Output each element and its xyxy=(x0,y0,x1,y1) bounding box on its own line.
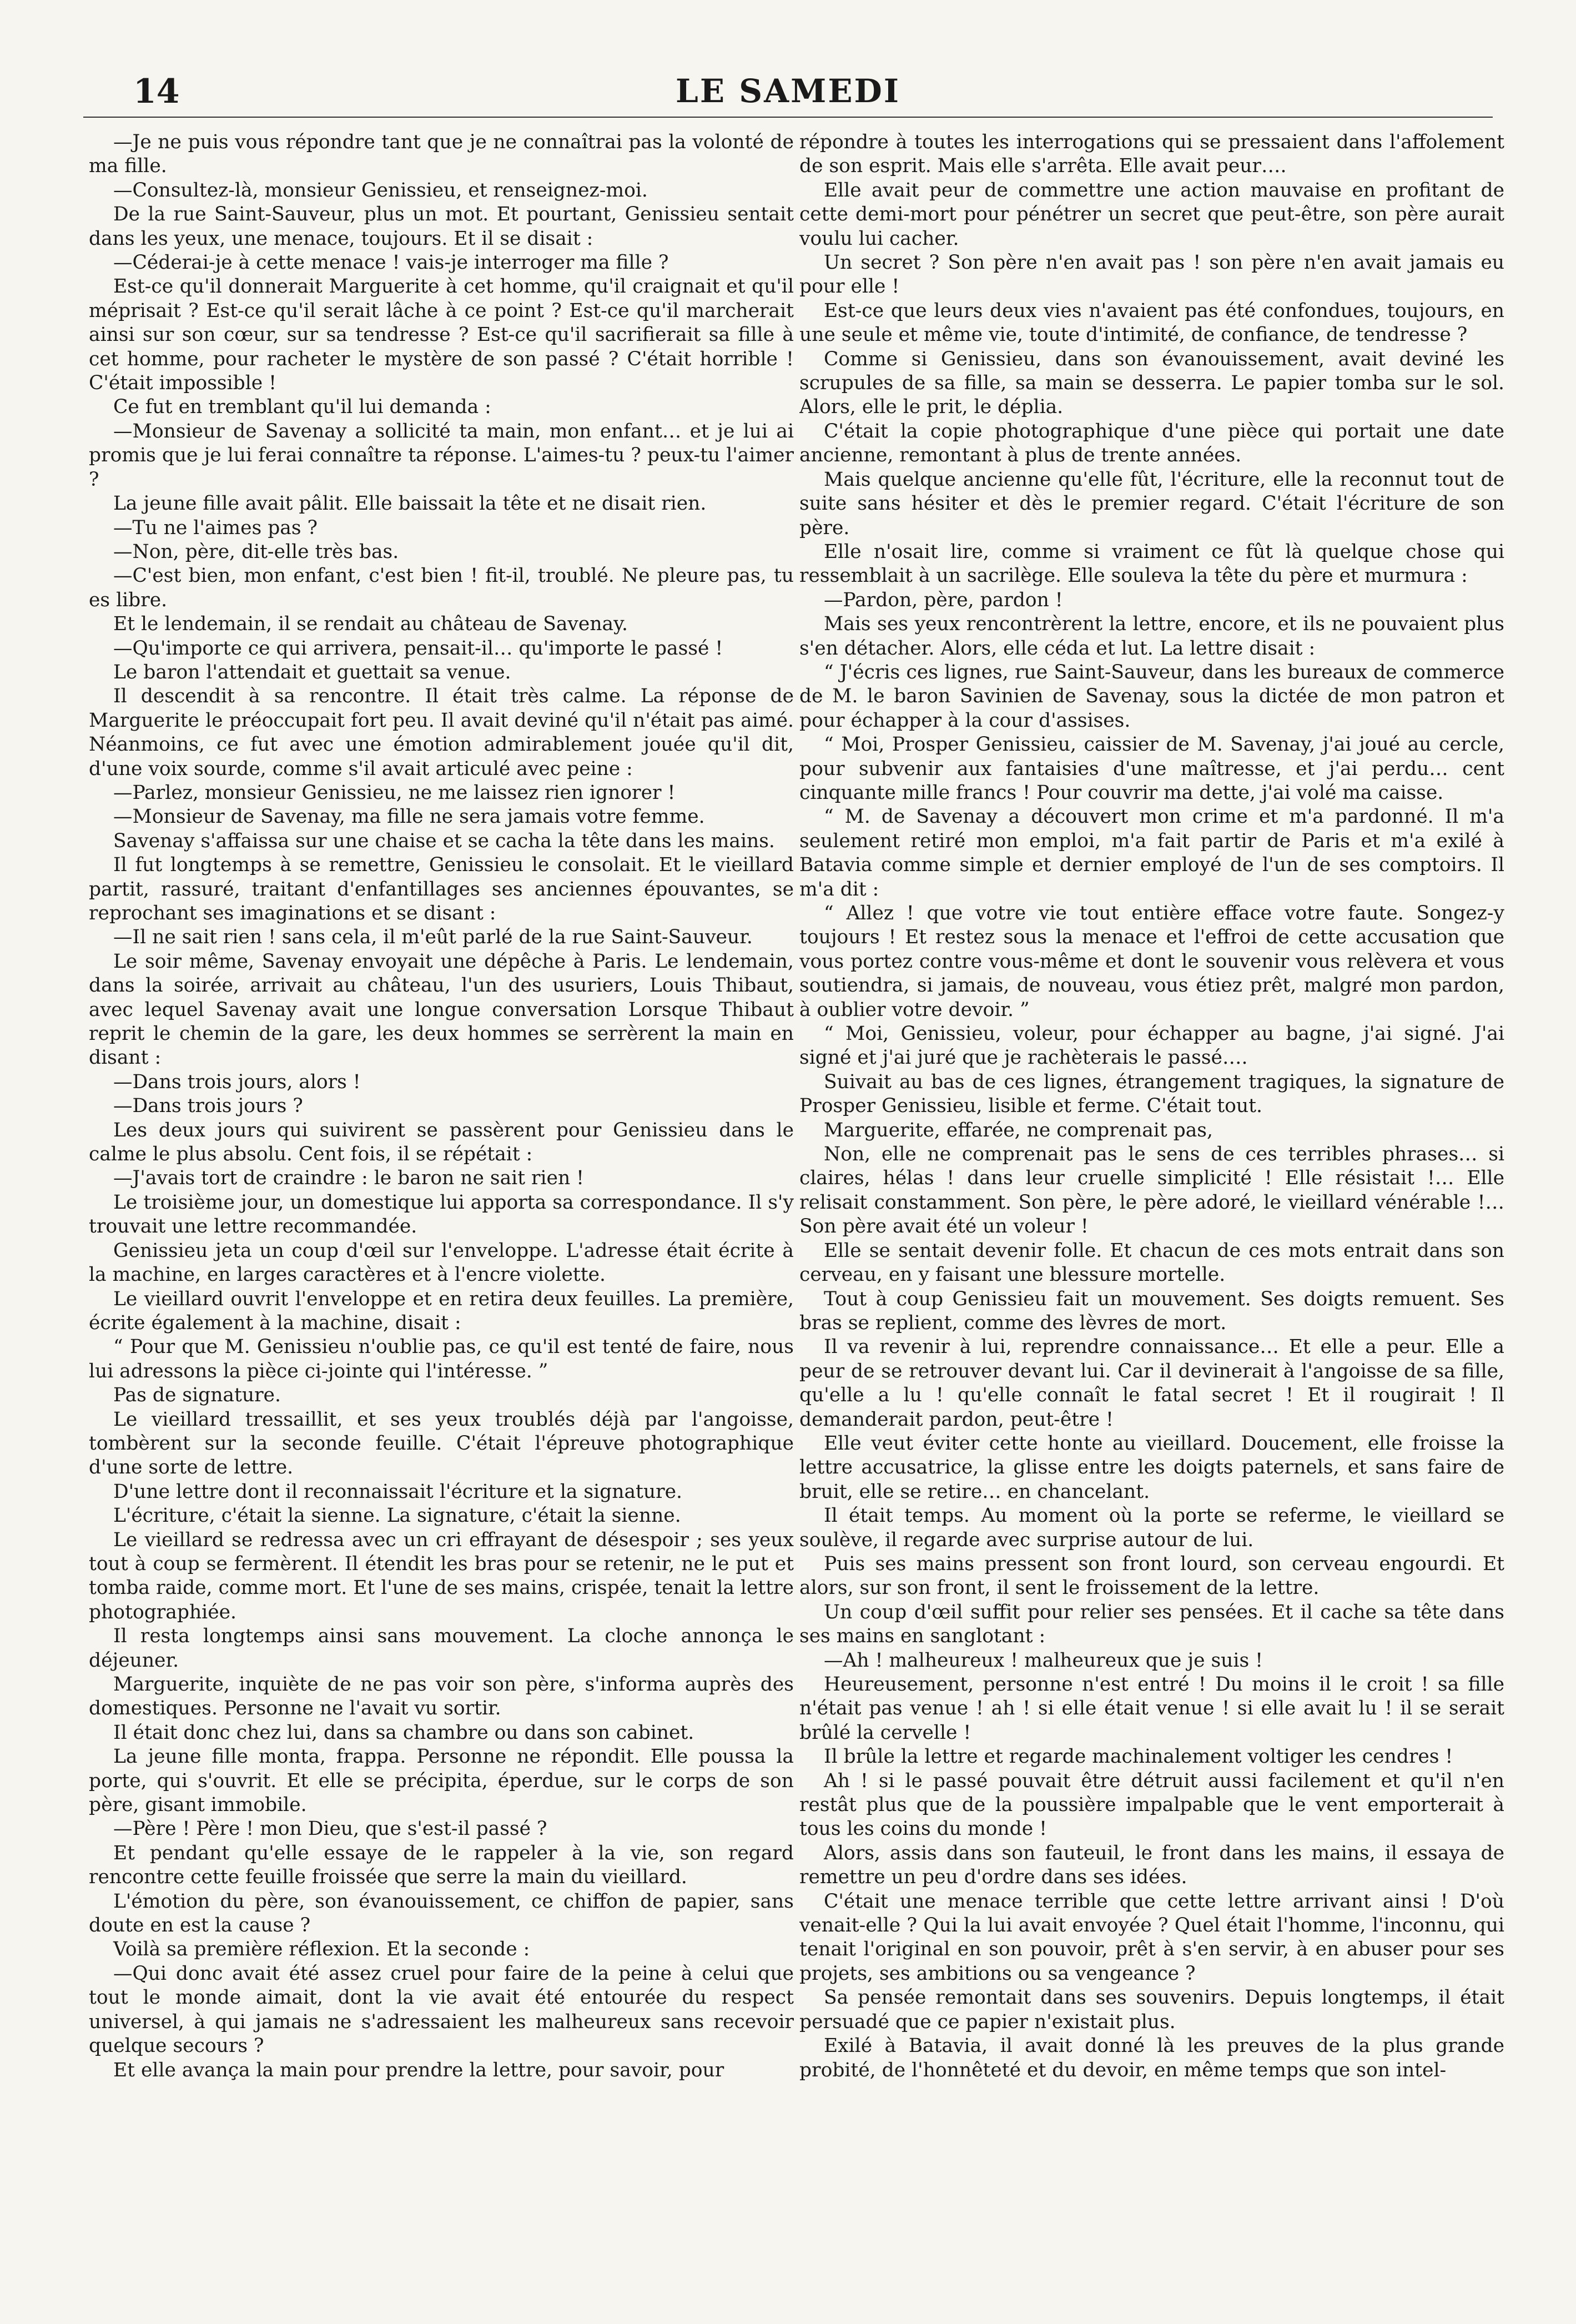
paragraph: —Pardon, père, pardon ! xyxy=(824,588,1063,611)
paragraph: —Tu ne l'aimes pas ? xyxy=(113,516,318,539)
paragraph: —J'avais tort de craindre : le baron ne sait rien ! xyxy=(113,1167,585,1190)
paragraph: Le soir même, Savenay envoyait une dépêche à Paris. Le lendemain, dans la soirée, arrivait au château, l'un des usuriers, Louis Thibaut, avec lequel Savenay avait une longue conversation Lorsque Thibaut reprit le chemin de la gare, les deux hommes se serrèrent la main en disant : xyxy=(89,950,794,1069)
paragraph: Et le lendemain, il se rendait au château de Savenay. xyxy=(113,613,628,636)
paragraph: —Père ! Père ! mon Dieu, que s'est-il passé ? xyxy=(113,1818,547,1840)
paragraph: L'écriture, c'était la sienne. La signature, c'était la sienne. xyxy=(113,1505,681,1527)
paragraph: Elle se sentait devenir folle. Et chacun de ces mots entrait dans son cerveau, en y faisant une blessure mortelle. xyxy=(799,1239,1504,1286)
paragraph: Ce fut en tremblant qu'il lui demanda : xyxy=(113,396,491,419)
paragraph: Mais ses yeux rencontrèrent la lettre, encore, et ils ne pouvaient plus s'en détacher. Alors, elle céda et lut. La lettre disait : xyxy=(799,613,1504,660)
paragraph: Il brûle la lettre et regarde machinalement voltiger les cendres ! xyxy=(824,1745,1453,1768)
paragraph: —Qu'importe ce qui arrivera, pensait-il… qu'importe le passé ! xyxy=(113,637,723,660)
text-column-right xyxy=(799,130,1504,2262)
paragraph: Il descendit à sa rencontre. Il était très calme. La réponse de Marguerite le préoccupait fort peu. Il avait deviné qu'il n'était pas aimé. Néanmoins, ce fut avec une émotion admirablement jouée qu'il dit, d'une voix sourde, comme s'il avait articulé avec peine : xyxy=(89,685,794,780)
paragraph: Voilà sa première réflexion. Et la seconde : xyxy=(113,1938,530,1961)
paragraph: Le vieillard se redressa avec un cri effrayant de désespoir ; ses yeux tout à coup se fermèrent. Il étendit les bras pour se retenir, ne le put et tomba raide, comme mort. Et l'une de ses mains, crispée, tenait la lettre photographiée. xyxy=(89,1528,794,1623)
paragraph: Il était donc chez lui, dans sa chambre ou dans son cabinet. xyxy=(113,1721,694,1744)
paragraph: Il resta longtemps ainsi sans mouvement. La cloche annonça le déjeuner. xyxy=(89,1625,794,1672)
paragraph: Elle veut éviter cette honte au vieillard. Doucement, elle froisse la lettre accusatrice, la glisse entre les doigts paternels, et sans faire de bruit, elle se retire… en chancelant. xyxy=(799,1432,1504,1503)
paragraph: Est-ce qu'il donnerait Marguerite à cet homme, qu'il craignait et qu'il méprisait ? Est-ce qu'il serait lâche à ce point ? Est-ce qu'il marcherait ainsi sur son cœur, sur sa tendresse ? Est-ce qu'il sacrifierait sa fille à cet homme, pour racheter le mystère de son passé ? C'était horrible ! C'était impossible ! xyxy=(89,275,794,395)
paragraph: Un secret ? Son père n'en avait pas ! son père n'en avait jamais eu pour elle ! xyxy=(799,251,1504,298)
paragraph: Est-ce que leurs deux vies n'avaient pas été confondues, toujours, en une seule et même vie, toute d'intimité, de confiance, de tendresse ? xyxy=(799,299,1504,346)
paragraph: —Dans trois jours, alors ! xyxy=(113,1070,361,1093)
paragraph: Elle avait peur de commettre une action mauvaise en profitant de cette demi-mort pour pénétrer un secret que peut-être, son père aurait voulu lui cacher. xyxy=(799,179,1504,250)
paragraph: L'émotion du père, son évanouissement, ce chiffon de papier, sans doute en est la cause ? xyxy=(89,1890,794,1937)
paragraph: —Parlez, monsieur Genissieu, ne me laissez rien ignorer ! xyxy=(113,781,676,804)
paragraph: Comme si Genissieu, dans son évanouissement, avait deviné les scrupules de sa fille, sa main se desserra. Le papier tomba sur le sol. Alors, elle le prit, le déplia. xyxy=(799,348,1504,419)
paragraph: —Non, père, dit-elle très bas. xyxy=(113,540,399,563)
page-header xyxy=(83,67,1493,118)
paragraph: Les deux jours qui suivirent se passèrent pour Genissieu dans le calme le plus absolu. Cent fois, il se répétait : xyxy=(89,1119,794,1166)
paragraph: La jeune fille avait pâlit. Elle baissait la tête et ne disait rien. xyxy=(113,492,707,515)
paragraph: —Monsieur de Savenay a sollicité ta main, mon enfant… et je lui ai promis que je lui ferai connaître ta réponse. L'aimes-tu ? peux-tu l'aimer ? xyxy=(89,420,794,491)
paragraph: —Dans trois jours ? xyxy=(113,1095,303,1118)
paragraph: —Je ne puis vous répondre tant que je ne connaîtrai pas la volonté de ma fille. xyxy=(89,131,794,178)
paragraph: Non, elle ne comprenait pas le sens de ces terribles phrases… si claires, hélas ! dans leur cruelle simplicité ! Elle résistait !… Elle relisait constamment. Son père, le père adoré, le vieillard vénérable !… Son père avait été un voleur ! xyxy=(799,1143,1504,1238)
paragraph: —C'est bien, mon enfant, c'est bien ! fit-il, troublé. Ne pleure pas, tu es libre. xyxy=(89,565,794,611)
paragraph: Le troisième jour, un domestique lui apporta sa correspondance. Il s'y trouvait une lettre recommandée. xyxy=(89,1191,794,1238)
paragraph: Puis ses mains pressent son front lourd, son cerveau engourdi. Et alors, sur son front, il sent le froissement de la lettre. xyxy=(799,1552,1504,1599)
paragraph: “ Moi, Genissieu, voleur, pour échapper au bagne, j'ai signé. J'ai signé et j'ai juré que je rachèterais le passé…. xyxy=(799,1023,1504,1069)
paragraph: Marguerite, effarée, ne comprenait pas, xyxy=(824,1119,1213,1141)
paragraph: répondre à toutes les interrogations qui se pressaient dans l'affolement de son esprit. Mais elle s'arrêta. Elle avait peur…. xyxy=(799,131,1504,178)
paragraph: Ah ! si le passé pouvait être détruit aussi facilement et qu'il n'en restât plus que de la poussière impalpable que le vent emporterait à tous les coins du monde ! xyxy=(799,1769,1504,1840)
paragraph: Elle n'osait lire, comme si vraiment ce fût là quelque chose qui ressemblait à un sacrilège. Elle souleva la tête du père et murmura : xyxy=(799,540,1504,587)
paragraph: Le baron l'attendait et guettait sa venue. xyxy=(113,661,511,683)
paragraph: Un coup d'œil suffit pour relier ses pensées. Et il cache sa tête dans ses mains en sanglotant : xyxy=(799,1601,1504,1648)
paragraph: Il fut longtemps à se remettre, Genissieu le consolait. Et le vieillard partit, rassuré, traitant d'enfantillages ses anciennes épouvantes, se reprochant ses imaginations et se disant : xyxy=(89,854,794,924)
paragraph: Pas de signature. xyxy=(113,1384,281,1407)
paragraph: Et pendant qu'elle essaye de le rappeler à la vie, son regard rencontre cette feuille froissée que serre la main du vieillard. xyxy=(89,1842,794,1889)
paragraph: “ Allez ! que votre vie tout entière efface votre faute. Songez-y toujours ! Et restez sous la menace et l'effroi de cette accusation que vous portez contre vous-même et dont le souvenir vous relèvera et vous soutiendra, si jamais, de nouveau, vous étiez prêt, malgré mon pardon, à oublier votre devoir. ” xyxy=(799,902,1504,1021)
paragraph: “ Pour que M. Genissieu n'oublie pas, ce qu'il est tenté de faire, nous lui adressons la pièce ci-jointe qui l'intéresse. ” xyxy=(89,1336,794,1382)
paragraph: “ J'écris ces lignes, rue Saint-Sauveur, dans les bureaux de commerce de M. le baron Savinien de Savenay, sous la dictée de mon patron et pour échapper à la cour d'assises. xyxy=(799,661,1504,732)
paragraph: La jeune fille monta, frappa. Personne ne répondit. Elle poussa la porte, qui s'ouvrit. Et elle se précipita, éperdue, sur le corps de son père, gisant immobile. xyxy=(89,1745,794,1817)
paragraph: —Consultez-là, monsieur Genissieu, et renseignez-moi. xyxy=(113,179,648,202)
paragraph: —Il ne sait rien ! sans cela, il m'eût parlé de la rue Saint-Sauveur. xyxy=(113,926,753,949)
paragraph: —Ah ! malheureux ! malheureux que je suis ! xyxy=(824,1649,1263,1672)
running-title: LE SAMEDI xyxy=(676,72,900,110)
paragraph: Savenay s'affaissa sur une chaise et se cacha la tête dans les mains. xyxy=(113,829,775,852)
paragraph: “ M. de Savenay a découvert mon crime et m'a pardonné. Il m'a seulement retiré mon emploi, m'a fait partir de Paris et m'a exilé à Batavia comme simple et dernier employé de l'un de ses comptoirs. Il m'a dit : xyxy=(799,806,1504,901)
text-column-left xyxy=(89,130,794,2262)
paragraph: —Monsieur de Savenay, ma fille ne sera jamais votre femme. xyxy=(113,806,705,828)
paragraph: Il va revenir à lui, reprendre connaissance… Et elle a peur. Elle a peur de se retrouver devant lui. Car il devinerait à l'angoisse de sa fille, qu'elle a lu ! qu'elle connaît le fatal secret ! Et il rougirait ! Il demanderait pardon, peut-être ! xyxy=(799,1336,1504,1431)
paragraph: Tout à coup Genissieu fait un mouvement. Ses doigts remuent. Ses bras se replient, comme des lèvres de mort. xyxy=(799,1287,1504,1334)
paragraph: Le vieillard ouvrit l'enveloppe et en retira deux feuilles. La première, écrite également à la machine, disait : xyxy=(89,1287,794,1334)
paragraph: Exilé à Batavia, il avait donné là les preuves de la plus grande probité, de l'honnêteté et du devoir, en même temps que son intel- xyxy=(799,2035,1504,2081)
paragraph: Sa pensée remontait dans ses souvenirs. Depuis longtemps, il était persuadé que ce papier n'existait plus. xyxy=(799,1986,1504,2033)
paragraph: Mais quelque ancienne qu'elle fût, l'écriture, elle la reconnut tout de suite sans hésiter et dès le premier regard. C'était l'écriture de son père. xyxy=(799,468,1504,539)
paragraph: Marguerite, inquiète de ne pas voir son père, s'informa auprès des domestiques. Personne ne l'avait vu sortir. xyxy=(89,1673,794,1720)
paragraph: Le vieillard tressaillit, et ses yeux troublés déjà par l'angoisse, tombèrent sur la seconde feuille. C'était l'épreuve photographique d'une sorte de lettre. xyxy=(89,1408,794,1479)
page-number: 14 xyxy=(133,72,180,111)
paragraph: Heureusement, personne n'est entré ! Du moins il le croit ! sa fille n'était pas venue ! ah ! si elle était venue ! si elle avait lu ! il se serait brûlé la cervelle ! xyxy=(799,1673,1504,1744)
paragraph: C'était une menace terrible que cette lettre arrivant ainsi ! D'où venait-elle ? Qui la lui avait envoyée ? Quel était l'homme, l'inconnu, qui tenait l'original en son pouvoir, prêt à s'en servir, à en abuser pour ses projets, ses ambitions ou sa vengeance ? xyxy=(799,1890,1504,1985)
paragraph: Alors, assis dans son fauteuil, le front dans les mains, il essaya de remettre un peu d'ordre dans ses idées. xyxy=(799,1842,1504,1889)
paragraph: Il était temps. Au moment où la porte se referme, le vieillard se soulève, il regarde avec surprise autour de lui. xyxy=(799,1505,1504,1551)
paragraph: “ Moi, Prosper Genissieu, caissier de M. Savenay, j'ai joué au cercle, pour subvenir aux fantaisies d'une maîtresse, et j'ai perdu… cent cinquante mille francs ! Pour couvrir ma dette, j'ai volé ma caisse. xyxy=(799,733,1504,804)
paragraph: —Qui donc avait été assez cruel pour faire de la peine à celui que tout le monde aimait, dont la vie avait été entourée du respect universel, à qui jamais ne s'adressaient les malheureux sans recevoir quelque secours ? xyxy=(89,1962,794,2058)
paragraph: C'était la copie photographique d'une pièce qui portait une date ancienne, remontant à plus de trente années. xyxy=(799,420,1504,467)
paragraph: —Céderai-je à cette menace ! vais-je interroger ma fille ? xyxy=(113,251,669,274)
paragraph: De la rue Saint-Sauveur, plus un mot. Et pourtant, Genissieu sentait dans les yeux, une menace, toujours. Et il se disait : xyxy=(89,203,794,250)
paragraph: Genissieu jeta un coup d'œil sur l'enveloppe. L'adresse était écrite à la machine, en larges caractères et à l'encre violette. xyxy=(89,1239,794,1286)
paragraph: Et elle avança la main pour prendre la lettre, pour savoir, pour xyxy=(113,2059,724,2081)
paragraph: Suivait au bas de ces lignes, étrangement tragiques, la signature de Prosper Genissieu, lisible et ferme. C'était tout. xyxy=(799,1070,1504,1118)
paragraph: D'une lettre dont il reconnaissait l'écriture et la signature. xyxy=(113,1480,682,1503)
